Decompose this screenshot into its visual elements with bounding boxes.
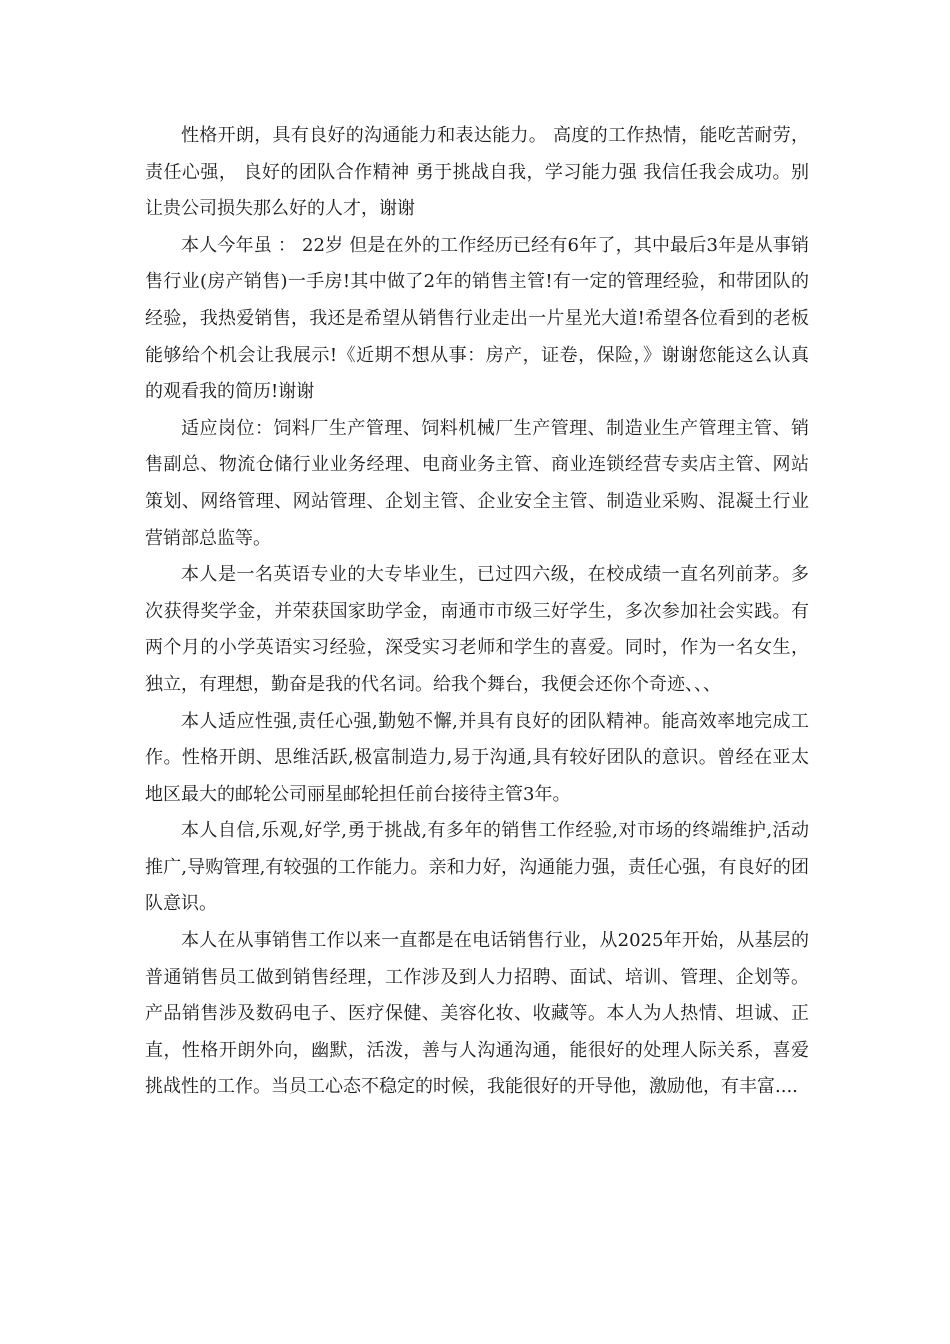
- paragraph-sales-experience: 本人今年虽 ： 22岁 但是在外的工作经历已经有6年了，其中最后3年是从事销售行业(房产销售)一手房!其中做了2年的销售主管!有一定的管理经验，和带团队的经验，我热爱销售，我还是希望从销售行业走出一片星光大道!希望各位看到的老板能够给个机会让我展示!《近期不想从事：房产，证卷，保险，》谢谢您能这么认真的观看我的简历!谢谢: [145, 234, 809, 403]
- paragraph-cruise-reception: 本人适应性强,责任心强,勤勉不懈,并具有良好的团队精神。能高效率地完成工作。性格开朗、思维活跃,极富制造力,易于沟通,具有较好团队的意识。曾经在亚太地区最大的邮轮公司丽星邮轮担任前台接待主管3年。: [145, 710, 809, 805]
- paragraph-self-confident: 本人自信,乐观,好学,勇于挑战,有多年的销售工作经验,对市场的终端维护,活动推广,导购管理,有较强的工作能力。亲和力好，沟通能力强，责任心强，有良好的团队意识。: [145, 820, 809, 915]
- paragraph-personality: 性格开朗，具有良好的沟通能力和表达能力。 高度的工作热情，能吃苦耐劳，责任心强， 良好的团队合作精神 勇于挑战自我，学习能力强 我信任我会成功。别让贵公司损失那么好的人才，谢谢: [145, 125, 809, 220]
- paragraph-telesales: 本人在从事销售工作以来一直都是在电话销售行业，从2025年开始，从基层的普通销售员工做到销售经理，工作涉及到人力招聘、面试、培训、管理、企划等。产品销售涉及数码电子、医疗保健、美容化妆、收藏等。本人为人热情、坦诚、正直，性格开朗外向，幽默，活泼，善与人沟通沟通，能很好的处理人际关系，喜爱挑战性的工作。当员工心态不稳定的时候，我能很好的开导他，激励他，有丰富....: [145, 930, 809, 1098]
- paragraph-english-graduate: 本人是一名英语专业的大专毕业生，已过四六级，在校成绩一直名列前茅。多次获得奖学金，并荣获国家助学金，南通市市级三好学生，多次参加社会实践。有两个月的小学英语实习经验，深受实习老师和学生的喜爱。同时，作为一名女生，独立，有理想，勤奋是我的代名词。给我个舞台，我便会还你个奇迹、、、: [145, 564, 809, 695]
- document-body: [145, 118, 809, 1106]
- paragraph-suitable-positions: 适应岗位：饲料厂生产管理、饲料机械厂生产管理、制造业生产管理主管、销售副总、物流仓储行业业务经理、电商业务主管、商业连锁经营专卖店主管、网站策划、网络管理、网站管理、企划主管、企业安全主管、制造业采购、混凝土行业营销部总监等。: [145, 417, 809, 549]
